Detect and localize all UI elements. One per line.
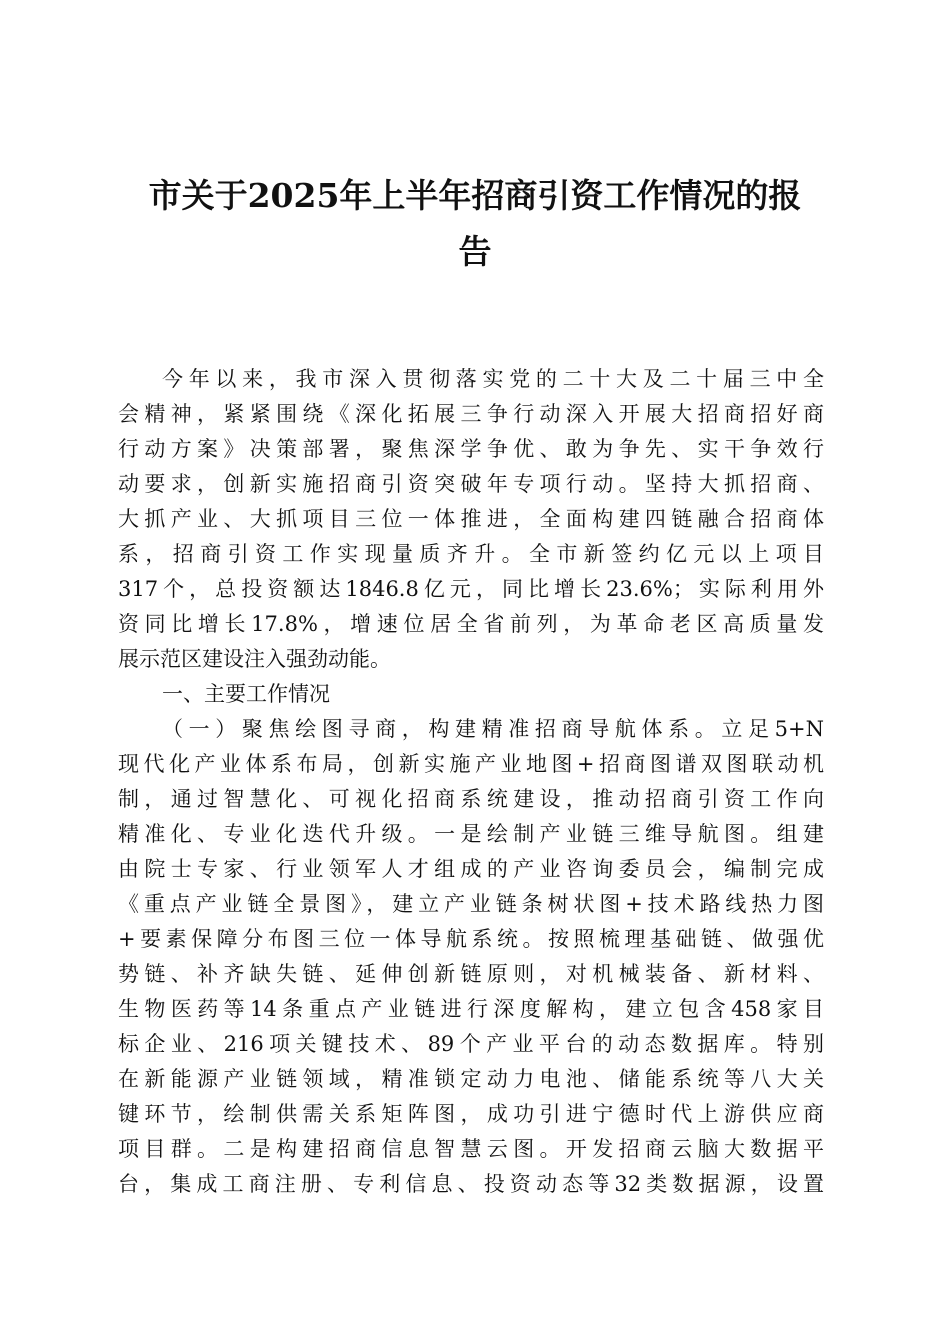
section-paragraph-line: 《重点产业链全景图》，建立产业链条树状图+技术路线热力图: [118, 892, 824, 916]
intro-line: 会精神，紧紧围绕《深化拓展三争行动深入开展大招商招好商: [118, 402, 824, 426]
section-heading: 一、主要工作情况: [162, 682, 330, 706]
title-line-1: 市关于2025年上半年招商引资工作情况的报: [148, 176, 802, 215]
intro-line: 展示范区建设注入强劲动能。: [118, 647, 391, 671]
intro-line: 317个，总投资额达1846.8亿元，同比增长23.6%；实际利用外: [118, 577, 824, 601]
section-paragraph-line: 制，通过智慧化、可视化招商系统建设，推动招商引资工作向: [118, 787, 824, 811]
intro-line: 资同比增长17.8%，增速位居全省前列，为革命老区高质量发: [118, 612, 824, 636]
document-title: [118, 168, 832, 280]
section-paragraph-line: 由院士专家、行业领军人才组成的产业咨询委员会，编制完成: [118, 857, 824, 881]
section-paragraph-line: 在新能源产业链领域，精准锁定动力电池、储能系统等八大关: [118, 1067, 824, 1091]
section-paragraph-line: 势链、补齐缺失链、延伸创新链原则，对机械装备、新材料、: [118, 962, 824, 986]
intro-line: 今年以来，我市深入贯彻落实党的二十大及二十届三中全: [162, 367, 824, 391]
intro-line: 行动方案》决策部署，聚焦深学争优、敢为争先、实干争效行: [118, 437, 824, 461]
section-paragraph-line: 项目群。二是构建招商信息智慧云图。开发招商云脑大数据平: [118, 1137, 824, 1161]
intro-line: 动要求，创新实施招商引资突破年专项行动。坚持大抓招商、: [118, 472, 824, 496]
section-paragraph-line: 生物医药等14条重点产业链进行深度解构，建立包含458家目: [118, 997, 824, 1021]
section-paragraph-line: （一）聚焦绘图寻商，构建精准招商导航体系。立足5+N: [162, 717, 824, 741]
title-line-2: 告: [458, 232, 492, 271]
section-paragraph-line: 精准化、专业化迭代升级。一是绘制产业链三维导航图。组建: [118, 822, 824, 846]
section-paragraph-line: 台，集成工商注册、专利信息、投资动态等32类数据源，设置: [118, 1172, 824, 1196]
section-paragraph-line: +要素保障分布图三位一体导航系统。按照梳理基础链、做强优: [118, 927, 824, 951]
intro-line: 大抓产业、大抓项目三位一体推进，全面构建四链融合招商体: [118, 507, 824, 531]
section-paragraph-line: 键环节，绘制供需关系矩阵图，成功引进宁德时代上游供应商: [118, 1102, 824, 1126]
document-body: [118, 362, 824, 1202]
section-paragraph-line: 现代化产业体系布局，创新实施产业地图+招商图谱双图联动机: [118, 752, 824, 776]
intro-line: 系，招商引资工作实现量质齐升。全市新签约亿元以上项目: [118, 542, 824, 566]
section-paragraph-line: 标企业、216项关键技术、89个产业平台的动态数据库。特别: [118, 1032, 824, 1056]
